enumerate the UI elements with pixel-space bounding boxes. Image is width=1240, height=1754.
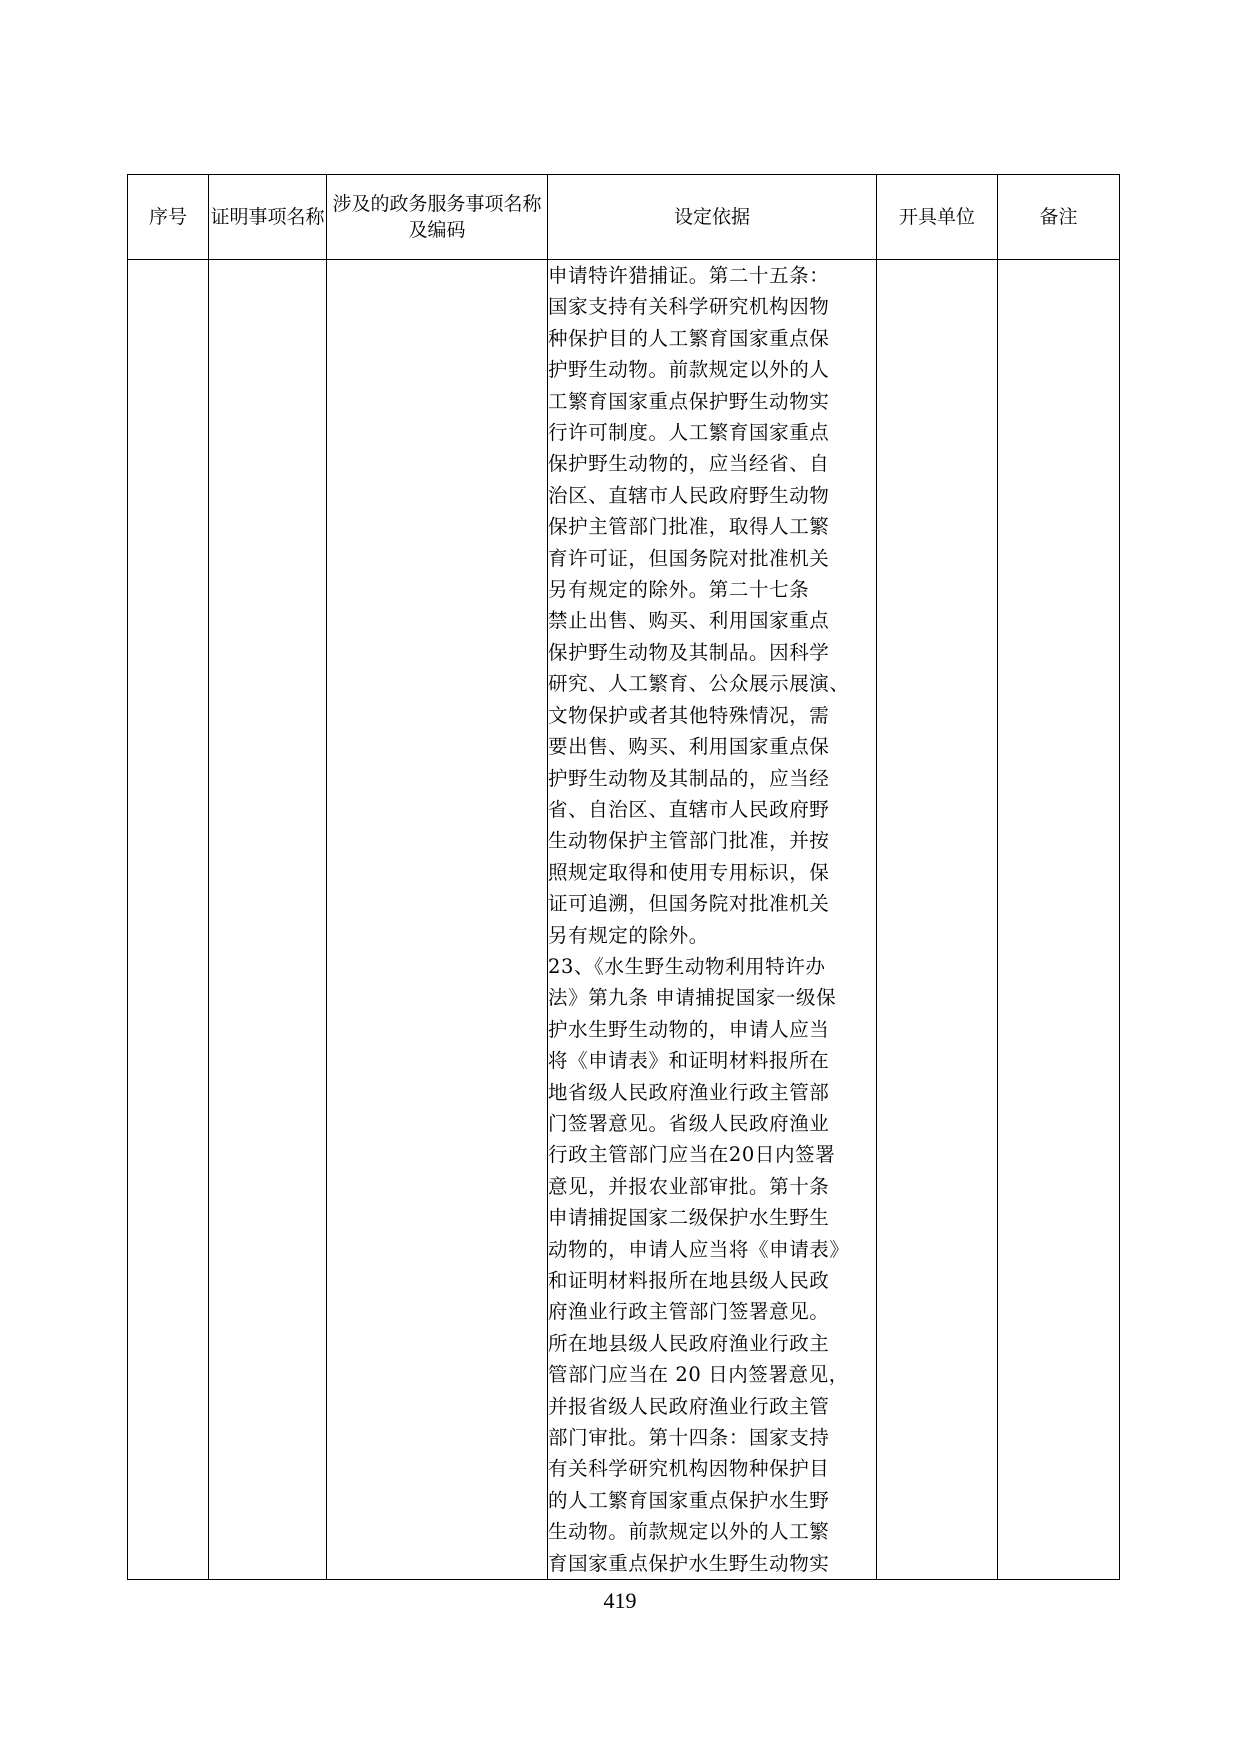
basis-line: 治区、直辖市人民政府野生动物 xyxy=(548,483,830,507)
cell-issuer xyxy=(877,260,998,1580)
basis-line: 所在地县级人民政府渔业行政主 xyxy=(548,1331,830,1355)
basis-line: 照规定取得和使用专用标识，保 xyxy=(548,860,830,884)
basis-line: 生动物。前款规定以外的人工繁 xyxy=(548,1520,830,1544)
basis-line: 行政主管部门应当在20日内签署 xyxy=(548,1143,836,1167)
basis-line: 管部门应当在 20 日内签署意见， xyxy=(548,1363,849,1387)
basis-line: 育国家重点保护水生野生动物实 xyxy=(548,1551,830,1575)
basis-line: 保护野生动物的，应当经省、自 xyxy=(548,452,830,476)
header-issuer: 开具单位 xyxy=(877,175,998,260)
basis-line: 府渔业行政主管部门签署意见。 xyxy=(548,1300,830,1324)
basis-line: 保护野生动物及其制品。因科学 xyxy=(548,640,830,664)
basis-line: 另有规定的除外。第二十七条 xyxy=(548,578,810,602)
basis-line: 文物保护或者其他特殊情况，需 xyxy=(548,703,830,727)
basis-line: 意见，并报农业部审批。第十条 xyxy=(548,1174,830,1198)
basis-line: 部门审批。第十四条：国家支持 xyxy=(548,1426,830,1450)
basis-line: 国家支持有关科学研究机构因物 xyxy=(548,295,830,319)
basis-line: 工繁育国家重点保护野生动物实 xyxy=(548,389,830,413)
basis-line: 门签署意见。省级人民政府渔业 xyxy=(548,1111,830,1135)
header-cert-name: 证明事项名称 xyxy=(209,175,327,260)
cell-remarks xyxy=(998,260,1120,1580)
basis-line: 证可追溯，但国务院对批准机关 xyxy=(548,892,830,916)
basis-line: 法》第九条 申请捕捉国家一级保 xyxy=(548,986,837,1010)
table-row xyxy=(128,260,1120,1580)
header-seq: 序号 xyxy=(128,175,209,260)
basis-line: 护野生动物。前款规定以外的人 xyxy=(548,358,830,382)
basis-line: 申请捕捉国家二级保护水生野生 xyxy=(548,1206,830,1230)
basis-line: 申请特许猎捕证。第二十五条： xyxy=(548,264,830,287)
basis-line: 护野生动物及其制品的，应当经 xyxy=(548,766,830,790)
table-header-row xyxy=(128,175,1120,260)
basis-line: 和证明材料报所在地县级人民政 xyxy=(548,1269,830,1292)
basis-line: 有关科学研究机构因物种保护目 xyxy=(548,1457,830,1481)
basis-line: 的人工繁育国家重点保护水生野 xyxy=(548,1488,830,1512)
basis-line: 23、《水生野生动物利用特许办 xyxy=(548,954,826,978)
header-remarks: 备注 xyxy=(998,175,1120,260)
page-number: 419 xyxy=(603,1588,637,1613)
cell-cert-name xyxy=(209,260,327,1580)
basis-line: 保护主管部门批准，取得人工繁 xyxy=(548,515,830,539)
basis-line: 护水生野生动物的，申请人应当 xyxy=(548,1017,830,1041)
basis-text xyxy=(548,260,876,1579)
basis-line: 种保护目的人工繁育国家重点保 xyxy=(548,326,830,350)
basis-line: 生动物保护主管部门批准，并按 xyxy=(548,829,830,853)
cell-seq xyxy=(128,260,209,1580)
header-service-name: 涉及的政务服务事项名称及编码 xyxy=(327,175,548,260)
basis-line: 地省级人民政府渔业行政主管部 xyxy=(548,1080,830,1104)
certification-table xyxy=(127,174,1120,1580)
basis-line: 将《申请表》和证明材料报所在 xyxy=(548,1049,830,1073)
cell-service-name xyxy=(327,260,548,1580)
basis-line: 要出售、购买、利用国家重点保 xyxy=(548,735,830,759)
basis-line: 动物的，申请人应当将《申请表》 xyxy=(548,1237,850,1261)
basis-line: 研究、人工繁育、公众展示展演、 xyxy=(548,672,850,696)
basis-line: 另有规定的除外。 xyxy=(548,923,709,947)
basis-line: 省、自治区、直辖市人民政府野 xyxy=(548,797,830,821)
cell-basis xyxy=(548,260,877,1580)
basis-line: 并报省级人民政府渔业行政主管 xyxy=(548,1394,830,1418)
basis-line: 育许可证，但国务院对批准机关 xyxy=(548,546,830,570)
basis-line: 行许可制度。人工繁育国家重点 xyxy=(548,421,830,445)
header-basis: 设定依据 xyxy=(548,175,877,260)
basis-line: 禁止出售、购买、利用国家重点 xyxy=(548,609,830,633)
